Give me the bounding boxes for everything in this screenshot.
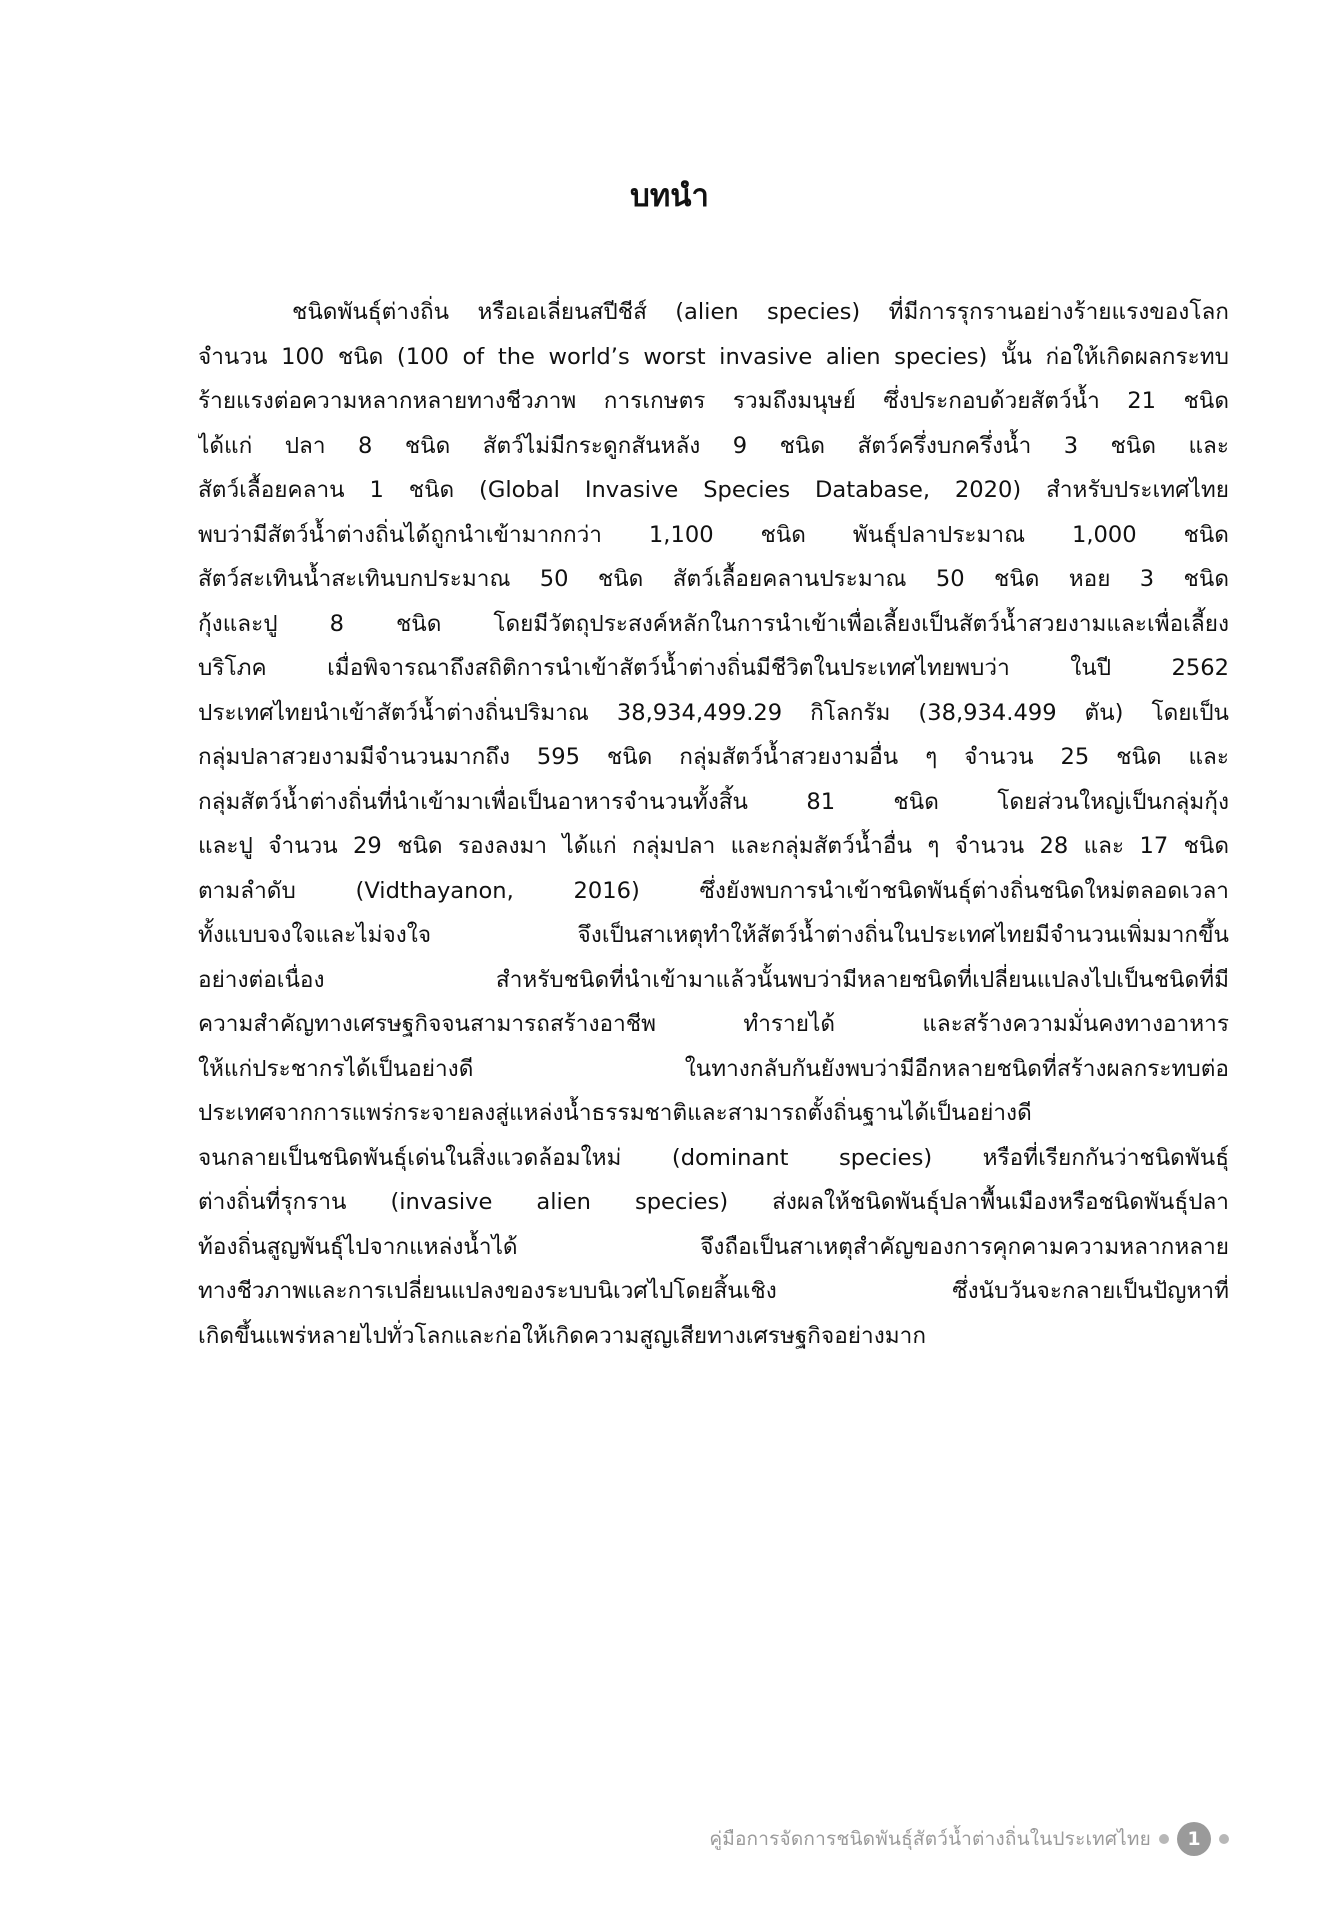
page-footer bbox=[709, 1822, 1229, 1856]
paragraph-line: ทางชีวภาพและการเปลี่ยนแปลงของระบบนิเวศไปโดยสิ้นเชิง ซึ่งนับวันจะกลายเป็นปัญหาที่ bbox=[198, 1278, 1229, 1304]
paragraph-line: ประเทศจากการแพร่กระจายลงสู่แหล่งน้ำธรรมชาติและสามารถตั้งถิ่นฐานได้เป็นอย่างดี bbox=[198, 1100, 1032, 1126]
paragraph-line: ประเทศไทยนำเข้าสัตว์น้ำต่างถิ่นปริมาณ 38,934,499.29 กิโลกรัม (38,934.499 ตัน) โดยเป็น bbox=[198, 699, 1229, 726]
paragraph-line: กลุ่มปลาสวยงามมีจำนวนมากถึง 595 ชนิด กลุ่มสัตว์น้ำสวยงามอื่น ๆ จำนวน 25 ชนิด และ bbox=[198, 744, 1229, 770]
paragraph-line: อย่างต่อเนื่อง สำหรับชนิดที่นำเข้ามาแล้วนั้นพบว่ามีหลายชนิดที่เปลี่ยนแปลงไปเป็นชนิดที่มี bbox=[198, 966, 1229, 993]
paragraph-line: บริโภค เมื่อพิจารณาถึงสถิติการนำเข้าสัตว์น้ำต่างถิ่นมีชีวิตในประเทศไทยพบว่า ในปี 2562 bbox=[198, 655, 1229, 681]
paragraph-line: พบว่ามีสัตว์น้ำต่างถิ่นได้ถูกนำเข้ามากกว่า 1,100 ชนิด พันธุ์ปลาประมาณ 1,000 ชนิด bbox=[198, 521, 1229, 548]
paragraph-line: กุ้งและปู 8 ชนิด โดยมีวัตถุประสงค์หลักในการนำเข้าเพื่อเลี้ยงเป็นสัตว์น้ำสวยงามและเพื่อเลี้ยง bbox=[198, 610, 1229, 637]
paragraph-line: ตามลำดับ (Vidthayanon, 2016) ซึ่งยังพบการนำเข้าชนิดพันธุ์ต่างถิ่นชนิดใหม่ตลอดเวลา bbox=[198, 877, 1229, 904]
paragraph-line: เกิดขึ้นแพร่หลายไปทั่วโลกและก่อให้เกิดความสูญเสียทางเศรษฐกิจอย่างมาก bbox=[198, 1322, 927, 1349]
paragraph-line: ชนิดพันธุ์ต่างถิ่น หรือเอเลี่ยนสปีชีส์ (alien species) ที่มีการรุกรานอย่างร้ายแรงของโลก bbox=[292, 299, 1229, 325]
footer-dot-right-icon bbox=[1219, 1834, 1229, 1844]
footer-dot-left-icon bbox=[1159, 1834, 1169, 1844]
paragraph-line: จนกลายเป็นชนิดพันธุ์เด่นในสิ่งแวดล้อมใหม่ (dominant species) หรือที่เรียกกันว่าชนิดพันธุ์ bbox=[198, 1144, 1229, 1171]
paragraph-line: กลุ่มสัตว์น้ำต่างถิ่นที่นำเข้ามาเพื่อเป็นอาหารจำนวนทั้งสิ้น 81 ชนิด โดยส่วนใหญ่เป็นกลุ่มกุ้ง bbox=[198, 788, 1229, 815]
paragraph-line: และปู จำนวน 29 ชนิด รองลงมา ได้แก่ กลุ่มปลา และกลุ่มสัตว์น้ำอื่น ๆ จำนวน 28 และ 17 ชนิด bbox=[198, 833, 1229, 859]
paragraph-line: ท้องถิ่นสูญพันธุ์ไปจากแหล่งน้ำได้ จึงถือเป็นสาเหตุสำคัญของการคุกคามความหลากหลาย bbox=[198, 1233, 1229, 1260]
page-title: บทนำ bbox=[630, 178, 709, 214]
paragraph-line: ได้แก่ ปลา 8 ชนิด สัตว์ไม่มีกระดูกสันหลัง 9 ชนิด สัตว์ครึ่งบกครึ่งน้ำ 3 ชนิด และ bbox=[198, 432, 1229, 459]
paragraph-line: ความสำคัญทางเศรษฐกิจจนสามารถสร้างอาชีพ ทำรายได้ และสร้างความมั่นคงทางอาหาร bbox=[198, 1011, 1229, 1037]
paragraph-line: ทั้งแบบจงใจและไม่จงใจ จึงเป็นสาเหตุทำให้สัตว์น้ำต่างถิ่นในประเทศไทยมีจำนวนเพิ่มมากขึ้น bbox=[198, 922, 1229, 948]
page-number-badge: 1 bbox=[1177, 1822, 1211, 1856]
paragraph-line: ร้ายแรงต่อความหลากหลายทางชีวภาพ การเกษตร รวมถึงมนุษย์ ซึ่งประกอบด้วยสัตว์น้ำ 21 ชนิด bbox=[198, 388, 1229, 414]
introduction-paragraph bbox=[198, 290, 1229, 1358]
paragraph-line: จำนวน 100 ชนิด (100 of the world’s worst invasive alien species) นั้น ก่อให้เกิดผลกระทบ bbox=[198, 343, 1229, 370]
paragraph-line: สัตว์เลื้อยคลาน 1 ชนิด (Global Invasive Species Database, 2020) สำหรับประเทศไทย bbox=[198, 477, 1229, 503]
paragraph-line: ต่างถิ่นที่รุกราน (invasive alien species) ส่งผลให้ชนิดพันธุ์ปลาพื้นเมืองหรือชนิดพันธุ์ปลา bbox=[198, 1189, 1229, 1215]
paragraph-line: สัตว์สะเทินน้ำสะเทินบกประมาณ 50 ชนิด สัตว์เลื้อยคลานประมาณ 50 ชนิด หอย 3 ชนิด bbox=[198, 566, 1229, 592]
footer-book-title: คู่มือการจัดการชนิดพันธุ์สัตว์น้ำต่างถิ่นในประเทศไทย bbox=[709, 1828, 1151, 1850]
paragraph-line: ให้แก่ประชากรได้เป็นอย่างดี ในทางกลับกันยังพบว่ามีอีกหลายชนิดที่สร้างผลกระทบต่อ bbox=[198, 1055, 1229, 1082]
